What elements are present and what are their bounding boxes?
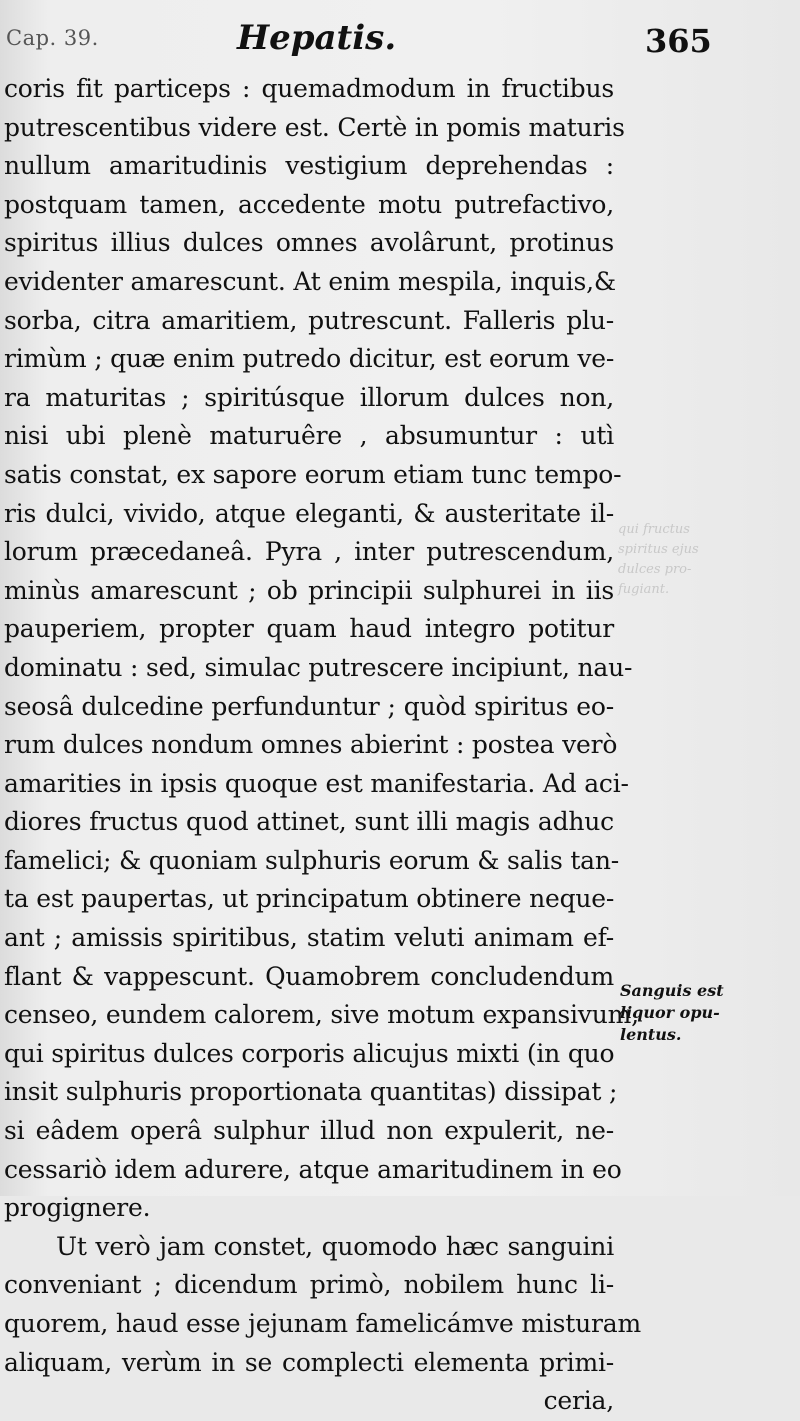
marginal-note-line: Sanguis est (620, 981, 724, 1000)
text-line: putrescentibus videre est. Certè in pomis maturis (4, 112, 625, 142)
page-number: 365 (645, 22, 712, 60)
text-line: spiritus illius dulces omnes avolârunt, protinus (4, 228, 614, 258)
bleed-line: fugiant. (618, 582, 670, 597)
marginal-note-line: lentus. (620, 1025, 682, 1044)
text-line: nullum amaritudinis vestigium deprehendas : (4, 151, 614, 181)
text-line: satis constat, ex sapore eorum etiam tunc tempo- (4, 459, 622, 489)
text-line: censeo, eundem calorem, sive motum expansivum, (4, 1000, 639, 1030)
running-title: Hepatis. (237, 18, 397, 58)
text-line: diores fructus quod attinet, sunt illi magis adhuc (4, 807, 614, 837)
text-line: coris fit particeps : quemadmodum in fructibus (4, 74, 614, 103)
text-line: pauperiem, propter quam haud integro potitur (4, 614, 614, 644)
text-line: progignere. (4, 1193, 151, 1223)
text-line: minùs amarescunt ; ob principii sulphurei in iis (4, 575, 614, 605)
body-text (4, 70, 641, 1421)
chapter-heading: Cap. 39. (6, 26, 99, 50)
text-line: rum dulces nondum omnes abierint : postea verò (4, 730, 618, 760)
text-line: si eâdem operâ sulphur illud non expulerit, ne- (4, 1116, 614, 1146)
text-line: lorum præcedaneâ. Pyra , inter putrescendum, (4, 537, 614, 567)
bleed-through-text (618, 520, 728, 600)
text-line: ceria, (543, 1386, 614, 1416)
text-line: qui spiritus dulces corporis alicujus mixti (in quo (4, 1038, 615, 1068)
bleed-line: dulces pro- (618, 562, 692, 577)
text-line: ant ; amissis spiritibus, statim veluti animam ef- (4, 923, 614, 953)
text-line: quorem, haud esse jejunam famelicámve misturam (4, 1309, 641, 1338)
text-line: insit sulphuris proportionata quantitas) dissipat ; (4, 1077, 618, 1107)
text-line: famelici; & quoniam sulphuris eorum & salis tan- (4, 845, 620, 875)
text-line: rimùm ; quæ enim putredo dicitur, est eorum ve- (4, 344, 615, 374)
text-line: dominatu : sed, simulac putrescere incipiunt, nau- (4, 652, 633, 682)
text-line: nisi ubi plenè maturuêre , absumuntur : utì (4, 421, 614, 451)
marginal-note (620, 980, 740, 1046)
text-line: ta est paupertas, ut principatum obtinere neque- (4, 884, 615, 914)
text-line: evidenter amarescunt. At enim mespila, inquis,& (4, 266, 616, 296)
bleed-line: spiritus ejus (618, 542, 699, 557)
text-line: sorba, citra amaritiem, putrescunt. Falleris plu- (4, 305, 614, 335)
bleed-line: qui fructus (618, 522, 690, 537)
text-line: cessariò idem adurere, atque amaritudinem in eo (4, 1154, 622, 1184)
marginal-note-line: liquor opu- (620, 1003, 720, 1022)
text-line: conveniant ; dicendum primò, nobilem hunc li- (4, 1270, 614, 1300)
text-line: postquam tamen, accedente motu putrefactivo, (4, 189, 614, 219)
text-line: Ut verò jam constet, quomodo hæc sanguini (56, 1231, 614, 1261)
text-line: ris dulci, vivido, atque eleganti, & austeritate il- (4, 498, 614, 528)
text-line: seosâ dulcedine perfunduntur ; quòd spiritus eo- (4, 691, 614, 721)
text-line: flant & vappescunt. Quamobrem concludendum (4, 961, 614, 991)
text-line: amarities in ipsis quoque est manifestaria. Ad aci- (4, 768, 629, 798)
text-line: ra maturitas ; spiritúsque illorum dulces non, (4, 382, 614, 412)
text-line: aliquam, verùm in se complecti elementa primi- (4, 1347, 614, 1377)
